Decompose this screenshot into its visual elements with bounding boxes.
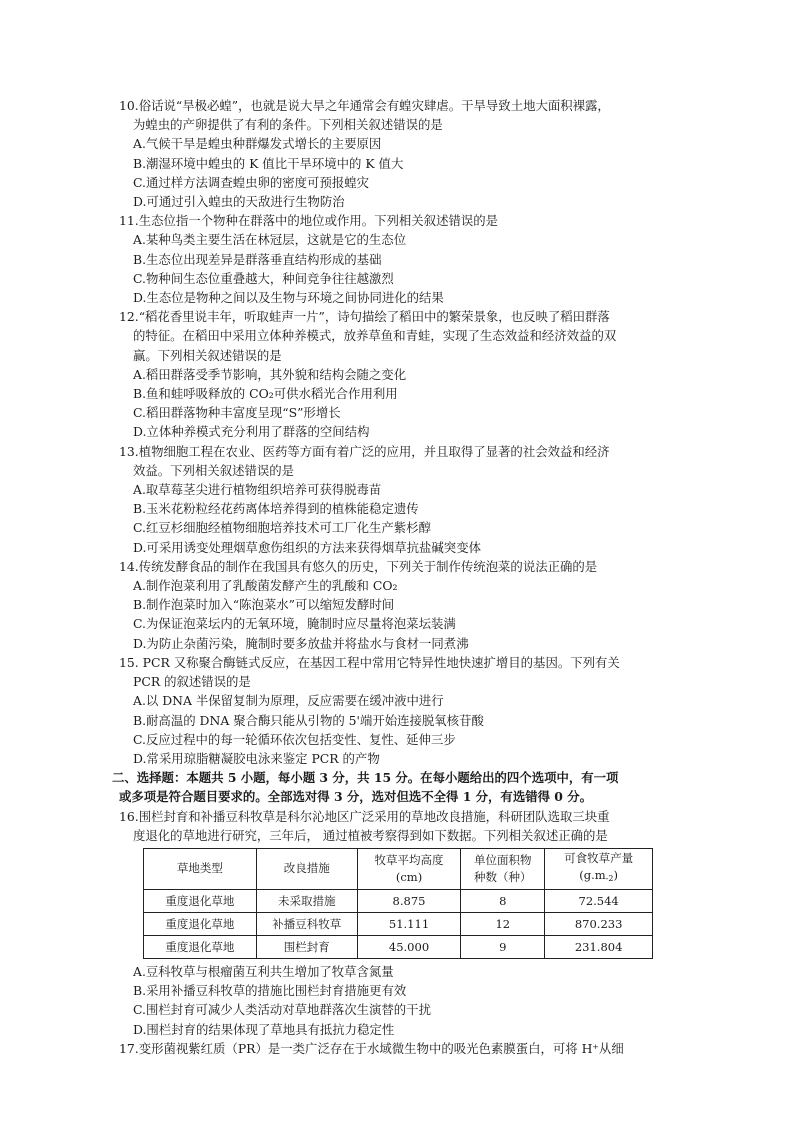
table-row: [144, 912, 653, 935]
answer-option: D.为防止杂菌污染，腌制时要多放盐并将盐水与食材一同煮沸: [133, 635, 469, 651]
table-row: [144, 935, 653, 958]
answer-option: A.某种鸟类主要生活在林冠层，这就是它的生态位: [133, 232, 407, 248]
table-header-cell: 草地类型: [144, 848, 257, 889]
question-stem: 12.“稻花香里说丰年，听取蛙声一片”，诗句描绘了稻田中的繁荣景象，也反映了稻田群落: [119, 309, 610, 325]
question-stem: 11.生态位指一个物种在群落中的地位或作用。下列相关叙述错误的是: [119, 213, 499, 229]
question-block-16-17: [112, 962, 688, 1058]
table-cell: 9: [461, 935, 545, 958]
grassland-data-table: [143, 848, 653, 959]
table-cell: 8.875: [357, 889, 461, 912]
table-cell: 8: [461, 889, 545, 912]
table-cell: 重度退化草地: [144, 912, 257, 935]
table-header-cell: 改良措施: [256, 848, 357, 889]
question-stem-continued: 的特征。在稻田中采用立体种养模式，放养草鱼和青蛙，实现了生态效益和经济效益的双: [133, 328, 617, 344]
answer-option: A.取草莓茎尖进行植物组织培养可获得脱毒苗: [133, 482, 382, 498]
answer-option: B.采用补播豆科牧草的措施比围栏封育措施更有效: [133, 983, 407, 999]
answer-option: C.为保证泡菜坛内的无氧环境，腌制时应尽量将泡菜坛装满: [133, 616, 456, 632]
answer-option: A.气候干旱是蝗虫种群爆发式增长的主要原因: [133, 136, 382, 152]
answer-option: C.物种间生态位重叠越大，种间竞争往往越激烈: [133, 270, 394, 286]
answer-option: B.玉米花粉粒经花药离体培养得到的植株能稳定遗传: [133, 501, 419, 517]
answer-option: A.稻田群落受季节影响，其外貌和结构会随之变化: [133, 366, 407, 382]
table-cell: 未采取措施: [256, 889, 357, 912]
answer-option: D.生态位是物种之间以及生物与环境之间协同进化的结果: [133, 290, 444, 306]
exam-page: [112, 96, 688, 1058]
table-cell: 重度退化草地: [144, 935, 257, 958]
question-stem: 10.俗话说“旱极必蝗”，也就是说大旱之年通常会有蝗灾肆虐。干旱导致土地大面积裸露，: [119, 98, 610, 113]
question-stem-continued: 赢。下列相关叙述错误的是: [133, 347, 282, 363]
question-block-10-16: [112, 96, 688, 845]
answer-option: C.反应过程中的每一轮循环依次包括变性、复性、延伸三步: [133, 731, 456, 747]
table-cell: 51.111: [357, 912, 461, 935]
answer-option: D.立体种养模式充分利用了群落的空间结构: [133, 424, 370, 440]
question-stem: 14.传统发酵食品的制作在我国具有悠久的历史，下列关于制作传统泡菜的说法正确的是: [119, 558, 598, 574]
table-cell: 231.804: [545, 935, 653, 958]
answer-option: B.耐高温的 DNA 聚合酶只能从引物的 5'端开始连接脱氧核苷酸: [133, 712, 484, 728]
question-stem: 16.围栏封育和补播豆科牧草是科尔沁地区广泛采用的草地改良措施，科研团队选取三块重: [119, 808, 610, 824]
table-row: [144, 889, 653, 912]
answer-option: C.稻田群落物种丰富度呈现“S”形增长: [133, 405, 341, 421]
table-cell: 45.000: [357, 935, 461, 958]
table-cell: 870.233: [545, 912, 653, 935]
answer-option: A.制作泡菜利用了乳酸菌发酵产生的乳酸和 CO₂: [133, 578, 398, 594]
table-cell: 72.544: [545, 889, 653, 912]
table-header-cell: 可食牧草产量 $(g.m^{-2})$: [545, 848, 653, 889]
answer-option: B.制作泡菜时加入“陈泡菜水”可以缩短发酵时间: [133, 597, 395, 613]
answer-option: C.红豆杉细胞经植物细胞培养技术可工厂化生产紫杉醇: [133, 520, 431, 536]
table-cell: 12: [461, 912, 545, 935]
question-stem-continued: 度退化的草地进行研究，三年后， 通过植被考察得到如下数据。下列相关叙述正确的是: [133, 827, 608, 843]
answer-option: D.常采用琼脂糖凝胶电泳来鉴定 PCR 的产物: [133, 750, 380, 766]
table-cell: 补播豆科牧草: [256, 912, 357, 935]
table-cell: 围栏封育: [256, 935, 357, 958]
table-header-cell: 单位面积物 种数（种）: [461, 848, 545, 889]
table-header-cell: 牧草平均高度 (cm): [357, 848, 461, 889]
question-stem-continued: PCR 的叙述错误的是: [133, 674, 251, 690]
answer-option: C.围栏封育可减少人类活动对草地群落次生演替的干扰: [133, 1002, 431, 1018]
answer-option: C.通过样方法调查蝗虫卵的密度可预报蝗灾: [133, 174, 370, 190]
answer-option: D.围栏封育的结果体现了草地具有抵抗力稳定性: [133, 1021, 395, 1037]
question-stem-continued: 为蝗虫的产卵提供了有利的条件。下列相关叙述错误的是: [133, 117, 443, 133]
question-stem: 17.变形菌视紫红质（PR）是一类广泛存在于水域微生物中的吸光色素膜蛋白，可将 H⁺从细: [119, 1040, 624, 1056]
question-stem: 15. PCR 又称聚合酶链式反应，在基因工程中常用它特异性地快速扩增目的基因。下列有关: [119, 654, 620, 670]
answer-option: D.可采用诱变处理烟草愈伤组织的方法来获得烟草抗盐碱突变体: [133, 539, 481, 555]
answer-option: B.鱼和蛙呼吸释放的 CO₂可供水稻光合作用利用: [133, 386, 398, 402]
answer-option: A.豆科牧草与根瘤菌互利共生增加了牧草含氮量: [133, 963, 394, 979]
question-stem-continued: 效益。下列相关叙述错误的是: [133, 462, 295, 478]
table-cell: 重度退化草地: [144, 889, 257, 912]
question-stem: 13.植物细胞工程在农业、医药等方面有着广泛的应用，并且取得了显著的社会效益和经济: [119, 443, 610, 459]
section-heading-continued: 或多项是符合题目要求的。全部选对得 3 分，选对但选不全得 1 分，有选错得 0 分。: [119, 789, 593, 805]
answer-option: D.可通过引入蝗虫的天敌进行生物防治: [133, 194, 345, 210]
answer-option: B.生态位出现差异是群落垂直结构形成的基础: [133, 251, 382, 267]
section-heading: 二、选择题：本题共 5 小题，每小题 3 分，共 15 分。在每小题给出的四个选项中，有一项: [112, 770, 619, 786]
answer-option: B.潮湿环境中蝗虫的 K 值比干旱环境中的 K 值大: [133, 155, 404, 171]
answer-option: A.以 DNA 半保留复制为原理，反应需要在缓冲液中进行: [133, 693, 444, 709]
table-header-row: [144, 848, 653, 889]
